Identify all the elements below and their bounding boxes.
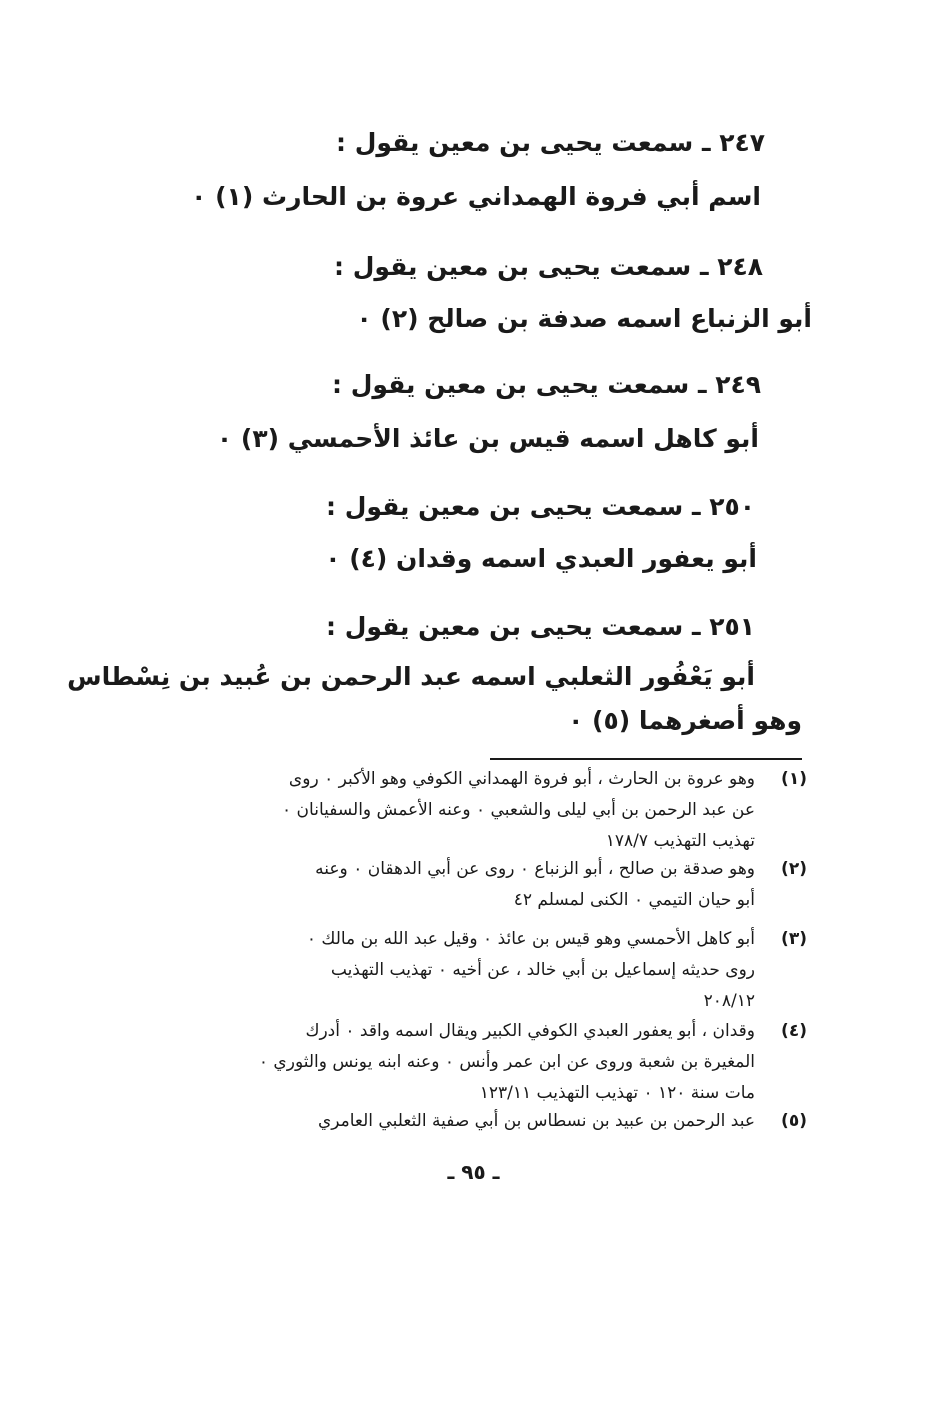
footnote [157, 854, 807, 916]
footnote-line: المغيرة بن شعبة وروى عن ابن عمر وأنس ٠ وعنه ابنه يونس والثوري ٠ [258, 1052, 755, 1072]
footnote-line: أبو حيان التيمي ٠ الكنى لمسلم ٤٢ [513, 890, 755, 910]
page-number: ـ ٩٥ ـ [447, 1160, 500, 1184]
footnote-line: مات سنة ١٢٠ ٠ تهذيب التهذيب ١٢٣/١١ [479, 1083, 755, 1103]
footnote-line: ٢٠٨/١٢ [703, 991, 755, 1011]
entry-body: أبو الزنباع اسمه صدفة بن صالح (٢) ٠ [356, 304, 812, 333]
entry-header: ٢٥٠ ـ سمعت يحيى بن معين يقول : [326, 492, 755, 521]
entry-header: ٢٤٨ ـ سمعت يحيى بن معين يقول : [334, 252, 763, 281]
entry-body: أبو كاهل اسمه قيس بن عائذ الأحمسي (٣) ٠ [216, 424, 759, 453]
footnote [157, 1016, 807, 1109]
entry-header: ٢٤٧ ـ سمعت يحيى بن معين يقول : [336, 128, 765, 157]
footnote [157, 924, 807, 1017]
footnote-line: وهو صدقة بن صالح ، أبو الزنباع ٠ روى عن أبي الدهقان ٠ وعنه [315, 859, 755, 879]
entry-header: ٢٥١ ـ سمعت يحيى بن معين يقول : [326, 612, 755, 641]
footnote-number: (٥) [781, 1111, 807, 1131]
footnote-line: عبد الرحمن بن عبيد بن نسطاس بن أبي صفية الثعلبي العامري [317, 1111, 755, 1131]
footnote-line: أبو كاهل الأحمسي وهو قيس بن عائذ ٠ وقيل عبد الله بن مالك ٠ [306, 929, 755, 949]
footnote-number: (٢) [781, 859, 807, 879]
footnote-line: تهذيب التهذيب ١٧٨/٧ [605, 831, 755, 851]
footnote-number: (٣) [781, 929, 807, 949]
footnote-line: وهو عروة بن الحارث ، أبو فروة الهمداني الكوفي وهو الأكبر ٠ روى [288, 769, 755, 789]
footnote-line: عن عبد الرحمن بن أبي ليلى والشعبي ٠ وعنه الأعمش والسفيانان ٠ [282, 800, 755, 820]
footnote-number: (٤) [781, 1021, 807, 1041]
footnote-number: (١) [781, 769, 807, 789]
entry-header: ٢٤٩ ـ سمعت يحيى بن معين يقول : [332, 370, 761, 399]
footnote [157, 764, 807, 857]
entry-body: أبو يَعْفُور الثعلبي اسمه عبد الرحمن بن عُبيد بن نِسْطاس [67, 662, 755, 691]
entry-body: اسم أبي فروة الهمداني عروة بن الحارث (١) ٠ [191, 182, 761, 211]
footnote [157, 1106, 807, 1137]
footnote-line: وقدان ، أبو يعفور العبدي الكوفي الكبير ويقال اسمه واقد ٠ أدرك [305, 1021, 755, 1041]
footnote-line: روى حديثه إسماعيل بن أبي خالد ، عن أخيه ٠ تهذيب التهذيب [330, 960, 755, 980]
entry-body: وهو أصغرهما (٥) ٠ [568, 706, 802, 735]
footnote-divider [490, 758, 802, 760]
entry-body: أبو يعفور العبدي اسمه وقدان (٤) ٠ [325, 544, 757, 573]
